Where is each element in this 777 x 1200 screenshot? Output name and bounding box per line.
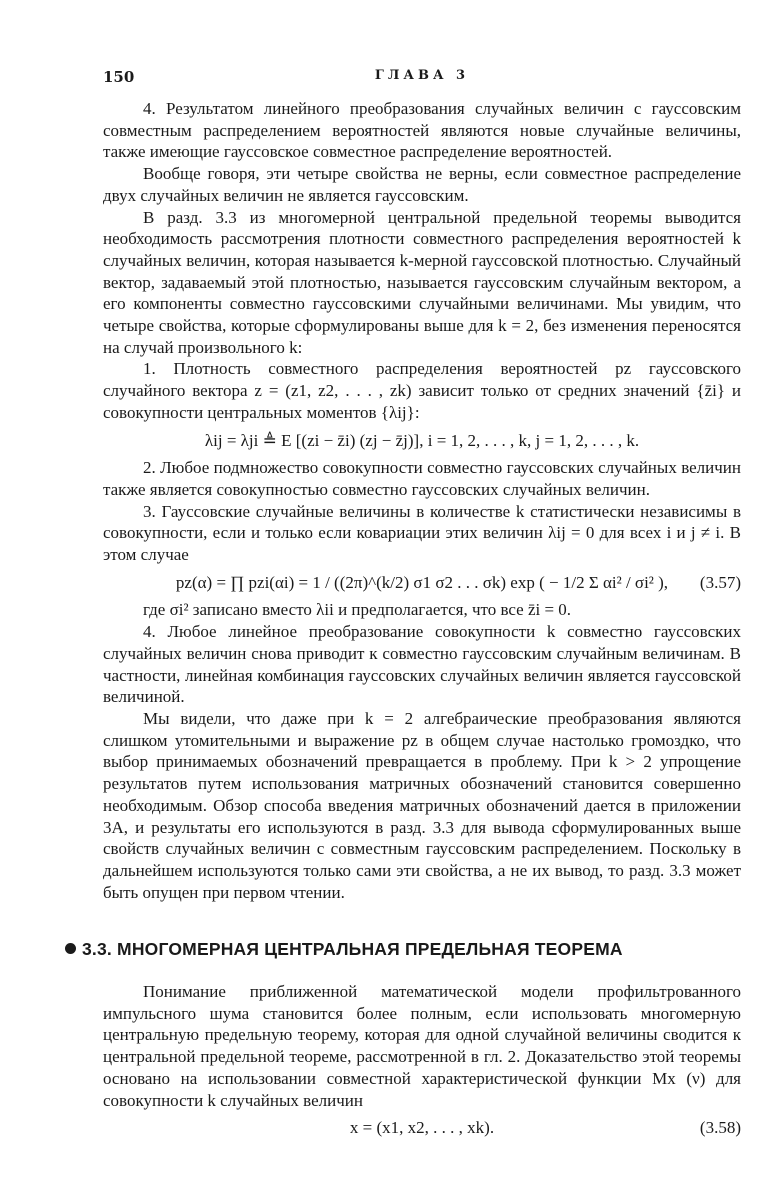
paragraph-sigma-note: где σi² записано вместо λii и предполагается, что все z̄i = 0. [143,600,572,620]
formula-3-58-text: x = (x1, x2, . . . , xk). [349,1118,495,1138]
paragraph-property-3: 3. Гауссовские случайные величины в количестве k статистически независимы в совокупности, если и только если ковариации этих величин λij = 0 для всех i и j ≠ i. В этом случае [103,501,741,565]
formula-vector-x [103,1117,741,1139]
formula-central-moments: λij = λji ≜ E [(zi − z̄i) (zj − z̄j)], i = 1, 2, . . . , k, j = 1, 2, . . . , k. [204,430,640,450]
page-header [103,68,741,98]
paragraph-property-2: 2. Любое подмножество совокупности совместно гауссовских случайных величин также является совокупностью совместно гауссовских случайных величин. [103,458,741,499]
paragraph-property-1: 1. Плотность совместного распределения вероятностей pz гауссовского случайного вектора z = (z1, z2, . . . , zk) зависит только от средних значений {z̄i} и совокупности центральных моментов {λij}: [103,359,741,422]
page-number: 150 [103,68,135,86]
equation-number-3-58: (3.58) [699,1118,741,1138]
equation-number-3-57: (3.57) [699,572,741,592]
section-title: 3.3. МНОГОМЕРНАЯ ЦЕНТРАЛЬНАЯ ПРЕДЕЛЬНАЯ ТЕОРЕМА [82,939,623,960]
formula-3-57-text: pz(α) = ∏ pzi(αi) = 1 / ((2π)^(k/2) σ1 σ2 . . . σk) exp ( − 1/2 Σ αi² / σi² ), [175,572,669,592]
body-text [82,98,741,1139]
chapter-title: ГЛАВА 3 [374,68,470,83]
paragraph-property-4-linear: 4. Любое линейное преобразование совокупности k совместно гауссовских случайных величин снова приводит к совместно гауссовским случайным величинам. В частности, линейная комбинация гауссовских случайных величин является гауссовской величиной. [103,622,741,707]
paragraph-section-intro: Понимание приближенной математической модели профильтрованного импульсного шума становится более полным, если использовать многомерную центральную предельную теорему, которая для одной случайной величины сводится к центральной предельной теореме, рассмотренной в гл. 2. Доказательство этой теоремы основано на использовании совместной характеристической функции Mx (ν) для совокупности k случайных величин [103,982,741,1110]
bullet-icon [65,943,76,954]
paragraph-matrix-notation: Мы видели, что даже при k = 2 алгебраические преобразования являются слишком утомительными и выражение pz в общем случае настолько громоздко, что выбор принимаемых обозначений превращается в проблему. При k > 2 упрощение результатов путем использования матричных обозначений становится совершенно необходимым. Обзор способа введения матричных обозначений дается в приложении 3А, и результаты его используются в разд. 3.3 для вывода сформулированных выше свойств случайных величин с совместным гауссовским распределением. Поскольку в дальнейшем используются только сами эти свойства, а не их вывод, то разд. 3.3 может быть опущен при первом чтении. [103,708,741,902]
paragraph-section-ref: В разд. 3.3 из многомерной центральной предельной теоремы выводится необходимость рассмотрения плотности совместного распределения вероятностей k случайных величин, которая называется k-мерной гауссовской плотностью. Случайный вектор, задаваемый этой плотностью, называется гауссовским случайным вектором, а его компоненты совместно гауссовскими случайными величинами. Мы увидим, что четыре свойства, которые сформулированы выше для k = 2, без изменения переносятся на случай произвольного k: [103,207,741,357]
section-heading [65,939,741,961]
formula-gaussian-density [103,572,741,594]
paragraph-generally: Вообще говоря, эти четыре свойства не верны, если совместное распределение двух случайных величин не является гауссовским. [103,164,741,205]
paragraph-property-4: 4. Результатом линейного преобразования случайных величин с гауссовским совместным распределением вероятностей являются новые случайные величины, также имеющие гауссовское совместное распределение вероятностей. [103,99,741,162]
